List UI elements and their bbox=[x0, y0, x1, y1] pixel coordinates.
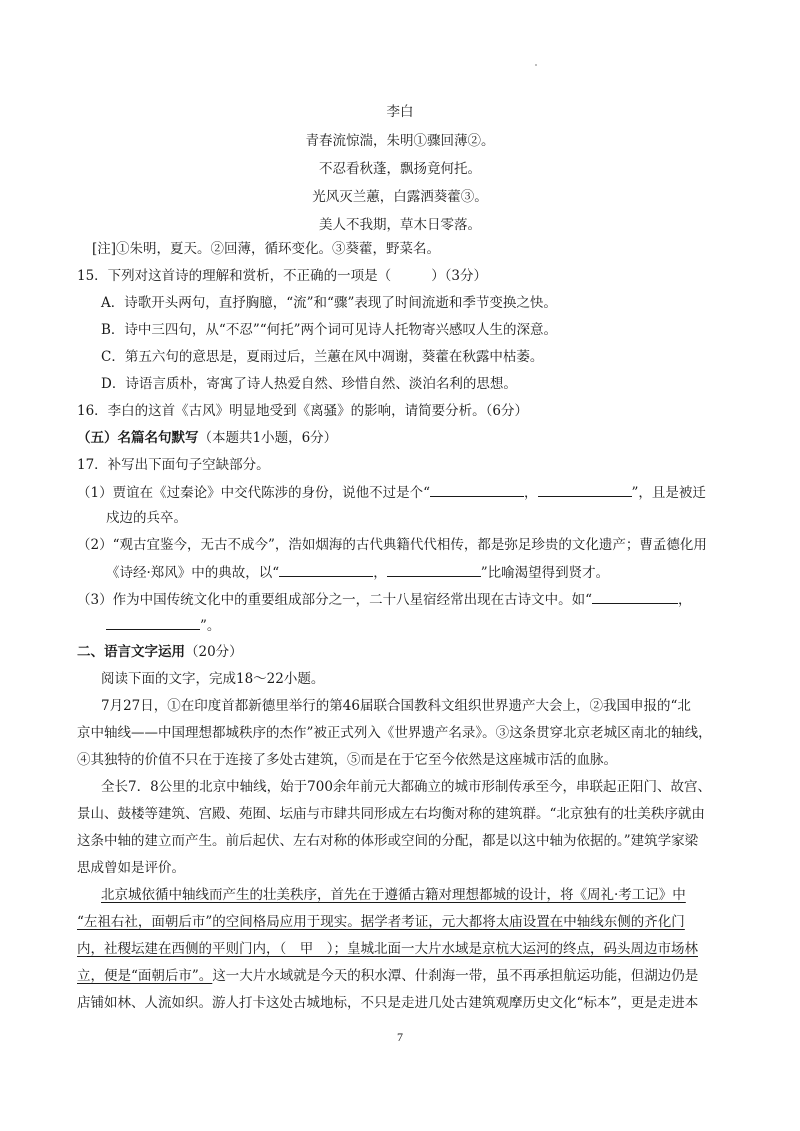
poem-line: 光风灭兰蕙，白露洒葵藿③。 bbox=[312, 189, 488, 205]
section-2-title: 二、语言文字运用 bbox=[77, 644, 185, 660]
question-17-part-1-tail: ”，且是被迁 bbox=[631, 485, 706, 501]
reading-paragraph-line: 京中轴线——中国理想都城秩序的杰作”被正式列入《世界遗产名录》。③这条贯穿北京老城区南北的轴线， bbox=[77, 725, 712, 741]
separator: ， bbox=[524, 485, 538, 501]
section-heading bbox=[77, 428, 337, 448]
question-15-option-c: C．第五六句的意思是，夏雨过后，兰蕙在风中凋谢，葵藿在秋露中枯萎。 bbox=[101, 349, 544, 365]
reading-paragraph-line: 景山、鼓楼等建筑、宫殿、苑囿、坛庙与市肆共同形成左右均衡对称的建筑群。“北京独有的壮美秩序就由 bbox=[77, 806, 705, 822]
section-2-sub: （20分） bbox=[185, 644, 243, 660]
separator: ， bbox=[678, 592, 692, 608]
reading-underlined-line: 北京城依循中轴线而产生的壮美秩序，首先在于遵循古籍对理想都城的设计，将《周礼·考工记》中 bbox=[101, 887, 686, 903]
poem-note: [注]①朱明，夏天。②回薄，循环变化。③葵藿，野菜名。 bbox=[92, 241, 441, 257]
question-15-option-b: B．诗中三四句，从“不忍”“何托”两个词可见诗人托物寄兴感叹人生的深意。 bbox=[101, 322, 558, 338]
reading-paragraph-line bbox=[77, 966, 698, 986]
reading-underlined-line: 内，社稷坛建在西侧的平则门内，（ 甲 ）；皇城北面一大片水域是京杭大运河的终点，码头周边市场林 bbox=[77, 941, 698, 957]
question-17-part-3-tail: ”。 bbox=[200, 618, 221, 634]
reading-paragraph-line: 这条中轴的建立而产生。前后起伏、左右对称的体形或空间的分配，都是以这中轴为依据的。”建筑学家梁 bbox=[77, 833, 699, 849]
separator: ， bbox=[373, 565, 387, 581]
reading-paragraph-line: 7月27日，①在印度首都新德里举行的第46届联合国教科文组织世界遗产大会上，②我国申报的“北 bbox=[101, 698, 691, 714]
answer-blank[interactable] bbox=[538, 482, 632, 497]
question-17-part-1-text: （1）贾谊在《过秦论》中交代陈涉的身份，说他不过是个“ bbox=[77, 485, 430, 501]
poem-author: 李白 bbox=[386, 104, 414, 120]
question-15-stem-text: 15．下列对这首诗的理解和赏析，不正确的一项是（ bbox=[77, 268, 392, 284]
reading-underlined-line: “左祖右社，面朝后市”的空间格局应用于现实。据学者考证，元大都将太庙设置在中轴线东侧的齐化门 bbox=[77, 914, 685, 930]
reading-paragraph-line: 思成曾如是评价。 bbox=[77, 860, 185, 876]
answer-blank[interactable] bbox=[106, 615, 200, 630]
scan-speck bbox=[535, 64, 537, 66]
poem-line: 青春流惊湍，朱明①骤回薄②。 bbox=[305, 133, 495, 149]
question-17-part-2-line-1: （2）“观古宜鉴今，无古不成今”，浩如烟海的古代典籍代代相传，都是弥足珍贵的文化遗产；曹孟德化用 bbox=[77, 537, 707, 553]
poem-line: 美人不我期，草木日零落。 bbox=[319, 217, 481, 233]
poem-line: 不忍看秋蓬，飘扬竟何托。 bbox=[319, 161, 481, 177]
section-5-title: （五）名篇名句默写 bbox=[77, 430, 199, 446]
reading-paragraph-line: ④其独特的价值不只在于连接了多处古建筑，⑤而是在于它至今依然是这座城市活的血脉。 bbox=[77, 752, 617, 768]
section-heading bbox=[77, 642, 243, 662]
answer-blank[interactable] bbox=[387, 562, 481, 577]
question-15-option-a: A．诗歌开头两句，直抒胸臆，“流”和“骤”表现了时间流逝和季节变换之快。 bbox=[101, 295, 557, 311]
reading-underlined-end: 立，便是“面朝后市”。 bbox=[77, 968, 213, 984]
question-17-part-1 bbox=[77, 482, 706, 503]
question-17-part-3-text: （3）作为中国传统文化中的重要组成部分之一，二十八星宿经常出现在古诗文中。如“ bbox=[77, 592, 592, 608]
answer-blank[interactable] bbox=[279, 562, 373, 577]
question-17-part-3 bbox=[77, 589, 692, 610]
reading-paragraph-line: 全长7．8公里的北京中轴线，始于700余年前元大都确立的城市形制传承至今，串联起正阳门、故宫、 bbox=[101, 779, 711, 795]
question-17-stem: 17．补写出下面句子空缺部分。 bbox=[77, 457, 270, 473]
reading-paragraph-tail: 这一大片水域就是今天的积水潭、什刹海一带，虽不再承担航运功能，但湖边仍是 bbox=[212, 968, 699, 984]
reading-intro: 阅读下面的文字，完成18～22小题。 bbox=[101, 671, 325, 687]
question-17-part-3-cont bbox=[106, 615, 220, 636]
question-15-stem bbox=[77, 266, 487, 286]
question-17-part-1-cont: 戍边的兵卒。 bbox=[106, 510, 187, 526]
page-number: 7 bbox=[397, 1030, 403, 1044]
question-17-part-2-tail: ”比喻渴望得到贤才。 bbox=[480, 565, 610, 581]
reading-paragraph-line: 店铺如林、人流如织。游人打卡这处古城地标，不只是走进几处古建筑观摩历史文化“标本”，更是走进本 bbox=[77, 995, 699, 1011]
question-15-option-d: D．诗语言质朴，寄寓了诗人热爱自然、珍惜自然、淡泊名利的思想。 bbox=[101, 376, 517, 392]
section-5-sub: （本题共1小题，6分） bbox=[198, 430, 338, 446]
answer-blank[interactable] bbox=[430, 482, 524, 497]
answer-blank[interactable] bbox=[592, 589, 678, 604]
question-15-points: ）（3分） bbox=[431, 268, 488, 284]
question-16: 16．李白的这首《古风》明显地受到《离骚》的影响，请简要分析。（6分） bbox=[77, 403, 529, 419]
question-17-part-2-text: 《诗经·郑风》中的典故，以“ bbox=[106, 565, 280, 581]
question-17-part-2 bbox=[106, 562, 609, 583]
